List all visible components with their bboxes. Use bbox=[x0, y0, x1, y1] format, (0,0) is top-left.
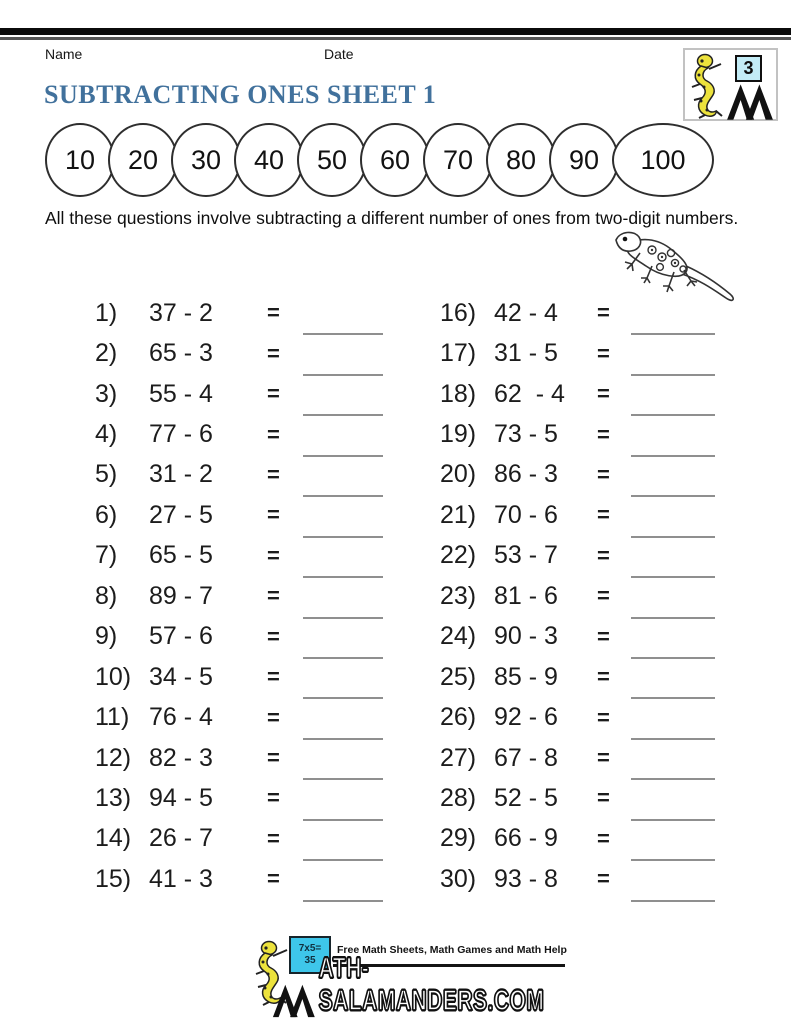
equals-sign: = bbox=[267, 583, 280, 609]
number-oval bbox=[612, 123, 714, 197]
problem-expression: 94 - 5 bbox=[149, 783, 213, 812]
number-oval-value: 20 bbox=[127, 144, 159, 175]
equals-sign: = bbox=[267, 623, 280, 649]
problem-row bbox=[95, 495, 435, 535]
equals-sign: = bbox=[597, 502, 610, 528]
problem-expression: 41 - 3 bbox=[149, 864, 213, 893]
problem-expression: 76 - 4 bbox=[149, 703, 213, 732]
equals-sign: = bbox=[267, 542, 280, 568]
problem-number: 25) bbox=[440, 662, 477, 691]
equals-sign: = bbox=[267, 421, 280, 447]
equals-sign: = bbox=[597, 381, 610, 407]
problem-row bbox=[95, 374, 435, 414]
problem-number: 1) bbox=[95, 298, 118, 327]
top-divider-bar bbox=[0, 28, 791, 35]
instructions-text: All these questions involve subtracting a different number of ones from two-digit numbers. bbox=[45, 208, 739, 228]
problem-row bbox=[95, 859, 435, 899]
number-oval bbox=[297, 123, 367, 197]
number-oval bbox=[234, 123, 304, 197]
problem-expression: 37 - 2 bbox=[149, 298, 213, 327]
problem-number: 4) bbox=[95, 420, 118, 449]
equals-sign: = bbox=[597, 542, 610, 568]
top-divider-line bbox=[0, 37, 791, 40]
problem-number: 19) bbox=[440, 420, 477, 449]
equals-sign: = bbox=[267, 461, 280, 487]
problem-number: 7) bbox=[95, 541, 118, 570]
problem-row bbox=[95, 617, 435, 657]
problem-expression: 31 - 2 bbox=[149, 460, 213, 489]
problem-row bbox=[440, 778, 770, 818]
problems-column-right bbox=[440, 293, 770, 900]
problem-row bbox=[95, 455, 435, 495]
problems-column-left bbox=[95, 293, 435, 900]
date-field-label: Date bbox=[324, 46, 354, 62]
problem-expression: 85 - 9 bbox=[494, 662, 558, 691]
problem-expression: 70 - 6 bbox=[494, 500, 558, 529]
equals-sign: = bbox=[267, 825, 280, 851]
problem-expression: 55 - 4 bbox=[149, 379, 213, 408]
problem-expression: 52 - 5 bbox=[494, 783, 558, 812]
equals-sign: = bbox=[267, 745, 280, 771]
problem-number: 30) bbox=[440, 864, 477, 893]
problem-number: 24) bbox=[440, 622, 477, 651]
answer-line[interactable] bbox=[303, 900, 383, 902]
problem-number: 9) bbox=[95, 622, 118, 651]
number-oval-value: 40 bbox=[253, 144, 285, 175]
problem-row bbox=[440, 859, 770, 899]
problem-row bbox=[440, 495, 770, 535]
problem-row bbox=[95, 576, 435, 616]
problem-number: 28) bbox=[440, 783, 477, 812]
equals-sign: = bbox=[267, 704, 280, 730]
equals-sign: = bbox=[597, 340, 610, 366]
site-name-text: ATH-SALAMANDERS.COM bbox=[318, 953, 545, 1017]
equals-sign: = bbox=[267, 785, 280, 811]
problem-number: 13) bbox=[95, 783, 132, 812]
number-oval bbox=[486, 123, 556, 197]
problem-row bbox=[440, 617, 770, 657]
problem-row bbox=[440, 414, 770, 454]
board-line-2: 35 bbox=[304, 955, 316, 966]
problem-number: 6) bbox=[95, 500, 118, 529]
equals-sign: = bbox=[597, 664, 610, 690]
problem-number: 2) bbox=[95, 339, 118, 368]
number-oval bbox=[423, 123, 493, 197]
equals-sign: = bbox=[267, 340, 280, 366]
problem-row bbox=[440, 374, 770, 414]
problem-row bbox=[440, 333, 770, 373]
equals-sign: = bbox=[597, 785, 610, 811]
equals-sign: = bbox=[597, 745, 610, 771]
problem-expression: 93 - 8 bbox=[494, 864, 558, 893]
number-oval-value: 90 bbox=[568, 144, 600, 175]
problem-row bbox=[95, 657, 435, 697]
problem-expression: 73 - 5 bbox=[494, 420, 558, 449]
problem-number: 8) bbox=[95, 581, 118, 610]
problem-row bbox=[440, 819, 770, 859]
problem-expression: 34 - 5 bbox=[149, 662, 213, 691]
problem-row bbox=[440, 738, 770, 778]
problem-number: 18) bbox=[440, 379, 477, 408]
page-title: SUBTRACTING ONES SHEET 1 bbox=[44, 80, 437, 109]
problem-expression: 92 - 6 bbox=[494, 703, 558, 732]
math-salamanders-m-icon bbox=[271, 980, 317, 1020]
salamander-icon bbox=[689, 53, 729, 119]
problem-number: 20) bbox=[440, 460, 477, 489]
problem-row bbox=[95, 293, 435, 333]
equals-sign: = bbox=[597, 704, 610, 730]
board-line-1: 7x5= bbox=[298, 943, 322, 954]
problem-number: 21) bbox=[440, 500, 477, 529]
problem-row bbox=[95, 333, 435, 373]
problem-number: 3) bbox=[95, 379, 118, 408]
equals-sign: = bbox=[267, 866, 280, 892]
problem-row bbox=[440, 697, 770, 737]
problem-expression: 67 - 8 bbox=[494, 743, 558, 772]
problem-expression: 77 - 6 bbox=[149, 420, 213, 449]
problem-expression: 53 - 7 bbox=[494, 541, 558, 570]
equals-sign: = bbox=[267, 664, 280, 690]
problem-number: 27) bbox=[440, 743, 477, 772]
problem-row bbox=[440, 455, 770, 495]
problem-number: 29) bbox=[440, 824, 477, 853]
problem-expression: 31 - 5 bbox=[494, 339, 558, 368]
equals-sign: = bbox=[597, 421, 610, 447]
problem-number: 12) bbox=[95, 743, 132, 772]
problem-row bbox=[95, 738, 435, 778]
number-oval-value: 50 bbox=[316, 144, 348, 175]
number-oval bbox=[549, 123, 619, 197]
equals-sign: = bbox=[597, 866, 610, 892]
equals-sign: = bbox=[597, 461, 610, 487]
number-oval-value: 60 bbox=[379, 144, 411, 175]
problem-number: 26) bbox=[440, 703, 477, 732]
equals-sign: = bbox=[267, 300, 280, 326]
problem-expression: 65 - 3 bbox=[149, 339, 213, 368]
problem-number: 14) bbox=[95, 824, 132, 853]
math-salamanders-logo bbox=[683, 48, 778, 121]
problem-expression: 62 - 4 bbox=[494, 379, 565, 408]
number-track bbox=[45, 123, 714, 197]
problem-expression: 42 - 4 bbox=[494, 298, 558, 327]
problem-row bbox=[95, 536, 435, 576]
problem-row bbox=[440, 657, 770, 697]
problem-expression: 82 - 3 bbox=[149, 743, 213, 772]
grade-3-badge: 3 bbox=[735, 55, 762, 82]
problem-expression: 65 - 5 bbox=[149, 541, 213, 570]
problem-expression: 27 - 5 bbox=[149, 500, 213, 529]
number-oval bbox=[171, 123, 241, 197]
number-oval-value: 30 bbox=[190, 144, 222, 175]
problem-row bbox=[95, 819, 435, 859]
math-salamanders-m-icon bbox=[725, 82, 775, 120]
footer-logo bbox=[253, 936, 593, 1020]
problem-expression: 26 - 7 bbox=[149, 824, 213, 853]
problem-number: 11) bbox=[95, 703, 130, 732]
problem-row bbox=[95, 697, 435, 737]
problem-expression: 81 - 6 bbox=[494, 581, 558, 610]
equals-sign: = bbox=[597, 623, 610, 649]
problem-number: 17) bbox=[440, 339, 477, 368]
problem-number: 5) bbox=[95, 460, 118, 489]
number-oval-value: 70 bbox=[442, 144, 474, 175]
number-oval bbox=[45, 123, 115, 197]
answer-line[interactable] bbox=[631, 900, 715, 902]
problem-expression: 57 - 6 bbox=[149, 622, 213, 651]
footer-tagline: Free Math Sheets, Math Games and Math Help bbox=[337, 944, 567, 956]
equals-sign: = bbox=[597, 583, 610, 609]
equals-sign: = bbox=[597, 825, 610, 851]
equals-sign: = bbox=[597, 300, 610, 326]
number-oval-value: 10 bbox=[64, 144, 96, 175]
name-field-label: Name bbox=[45, 46, 83, 62]
problem-row bbox=[95, 778, 435, 818]
number-oval-value: 100 bbox=[640, 144, 686, 175]
problem-number: 23) bbox=[440, 581, 477, 610]
problem-number: 10) bbox=[95, 662, 132, 691]
number-oval bbox=[108, 123, 178, 197]
problem-expression: 86 - 3 bbox=[494, 460, 558, 489]
problem-row bbox=[440, 576, 770, 616]
problem-expression: 90 - 3 bbox=[494, 622, 558, 651]
problem-row bbox=[440, 293, 770, 333]
number-oval bbox=[360, 123, 430, 197]
problem-number: 15) bbox=[95, 864, 132, 893]
problem-row bbox=[440, 536, 770, 576]
equals-sign: = bbox=[267, 502, 280, 528]
problem-number: 16) bbox=[440, 298, 477, 327]
equals-sign: = bbox=[267, 381, 280, 407]
problem-row bbox=[95, 414, 435, 454]
problem-number: 22) bbox=[440, 541, 477, 570]
number-oval-value: 80 bbox=[505, 144, 537, 175]
problem-expression: 66 - 9 bbox=[494, 824, 558, 853]
problem-expression: 89 - 7 bbox=[149, 581, 213, 610]
